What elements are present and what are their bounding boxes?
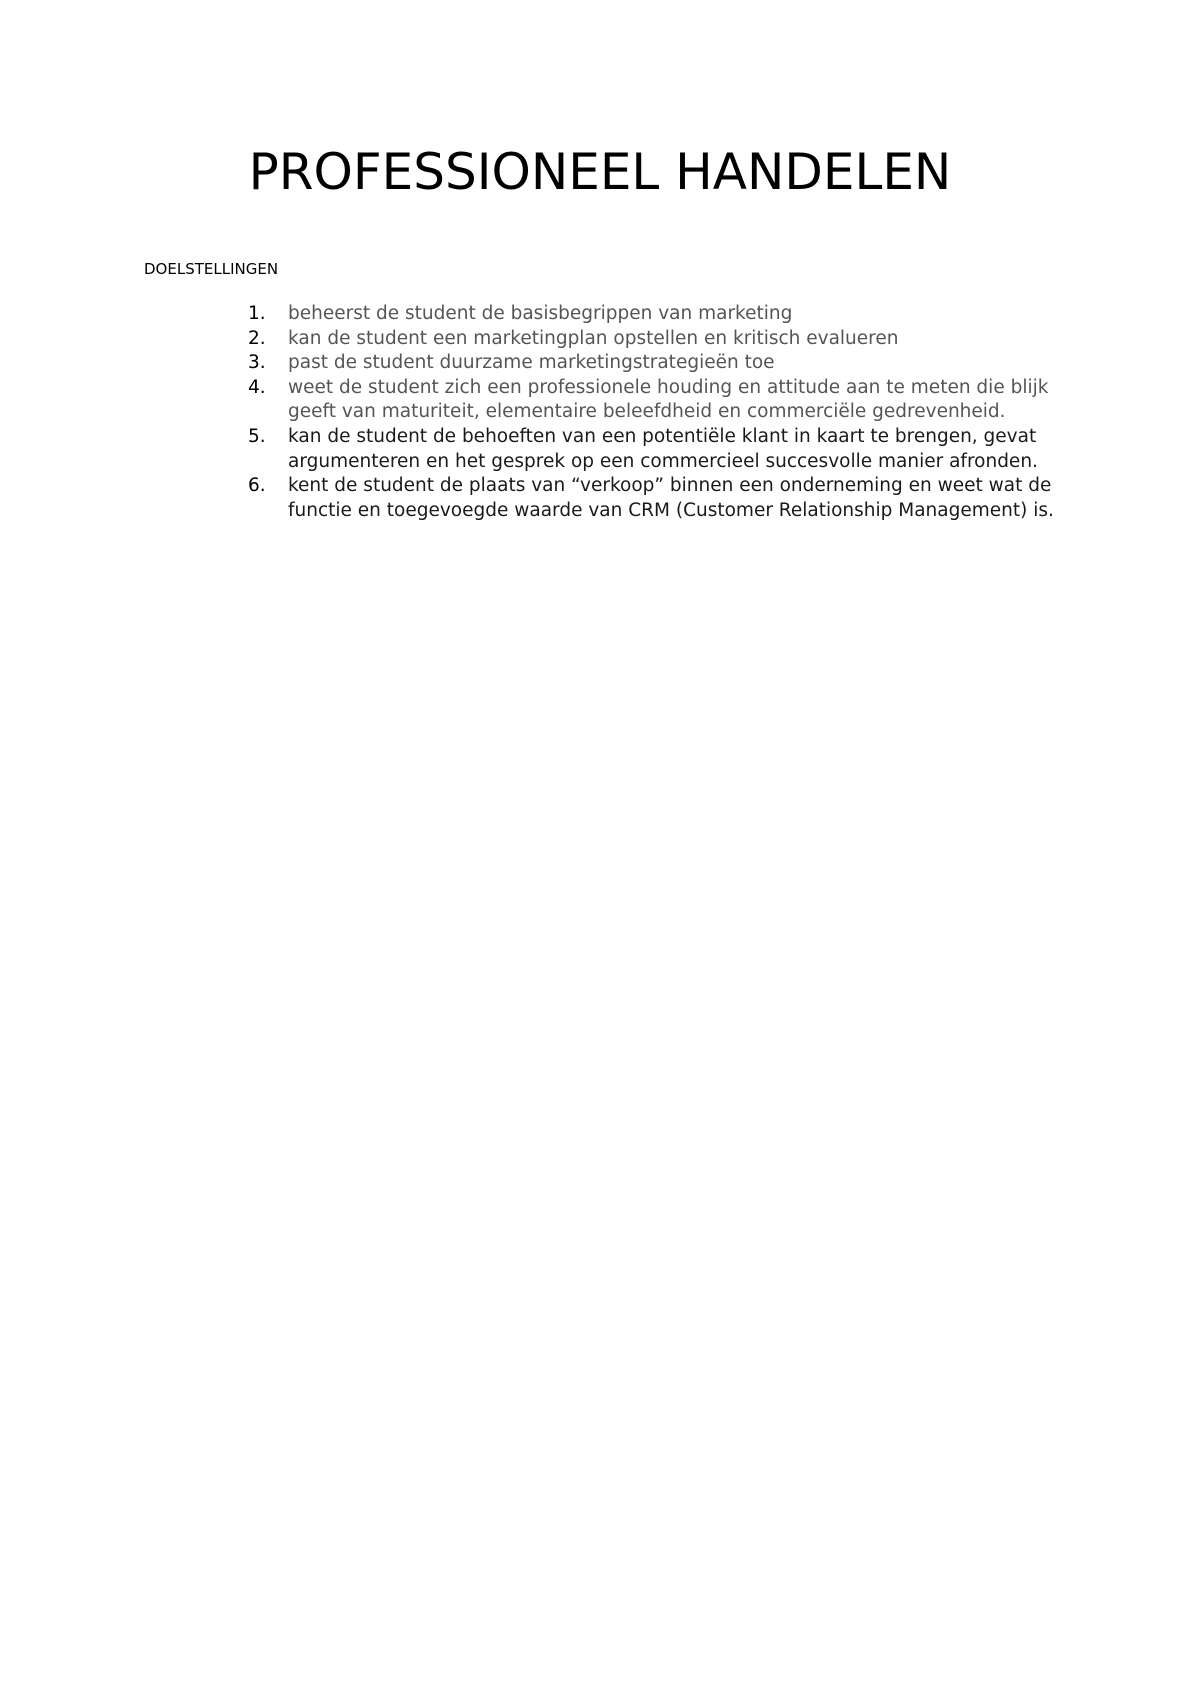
- page-title: PROFESSIONEEL HANDELEN: [248, 143, 952, 201]
- objective-text: weet de student zich een professionele houding en attitude aan te meten die blijk geeft van maturiteit, elementaire beleefdheid en commerciële gedrevenheid.: [288, 376, 1049, 423]
- objective-text: kent de student de plaats van “verkoop” binnen een onderneming en weet wat de functie en toegevoegde waarde van CRM (Customer Relationship Management) is.: [288, 475, 1054, 521]
- objective-number: 6.: [248, 475, 266, 497]
- objective-text: past de student duurzame marketingstrategieën toe: [288, 352, 775, 374]
- objective-number: 2.: [248, 327, 266, 349]
- objectives-list: [248, 302, 1068, 523]
- objective-item-3: [248, 351, 1068, 376]
- objective-item-6: [248, 474, 1068, 523]
- objective-item-4: [248, 376, 1068, 425]
- objective-text: kan de student de behoeften van een potentiële klant in kaart te brengen, gevat argumenteren en het gesprek op een commercieel succesvolle manier afronden.: [288, 425, 1038, 472]
- objective-text: kan de student een marketingplan opstellen en kritisch evalueren: [288, 327, 899, 349]
- objective-item-5: [248, 425, 1068, 474]
- objective-item-2: [248, 327, 1068, 352]
- objective-number: 3.: [248, 352, 266, 374]
- section-heading-doelstellingen: DOELSTELLINGEN: [144, 260, 279, 278]
- objective-text: beheerst de student de basisbegrippen van marketing: [288, 303, 793, 324]
- objective-number: 5.: [248, 425, 266, 447]
- objective-item-1: [248, 302, 1068, 327]
- objective-number: 4.: [248, 376, 266, 398]
- objective-number: 1.: [248, 303, 266, 324]
